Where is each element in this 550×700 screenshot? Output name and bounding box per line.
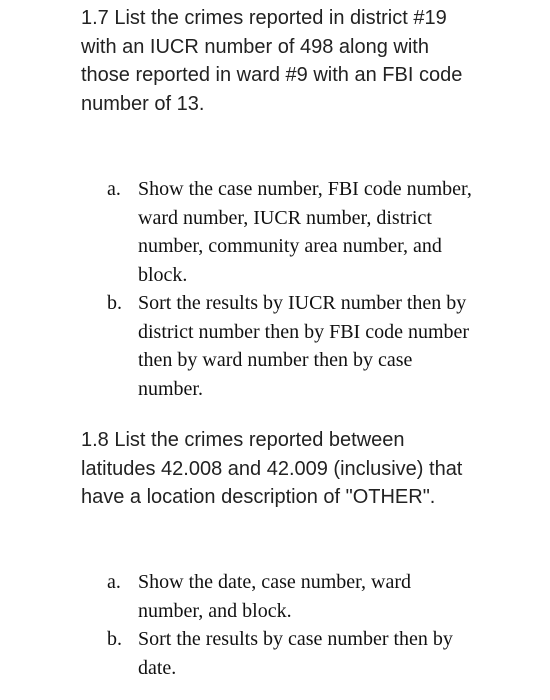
list-item-text: Show the date, case number, ward number, and block. [138,571,411,622]
list-item-text: Sort the results by case number then by date. [138,628,453,679]
list-item [107,289,477,403]
list-marker: b. [107,292,122,314]
list-item-text: Show the case number, FBI code number, ward number, IUCR number, district number, community area number, and block. [138,178,472,286]
list-marker: a. [107,571,121,593]
question-1-7: 1.7 List the crimes reported in district #19 with an IUCR number of 498 along with those reported in ward #9 with an FBI code number of 13. [81,7,463,115]
instructions-list-1-7 [107,175,477,403]
list-item-text: Sort the results by IUCR number then by district number then by FBI code number then by ward number then by case number. [138,292,470,400]
question-1-8: 1.8 List the crimes reported between latitudes 42.008 and 42.009 (inclusive) that have a location description of "OTHER". [81,429,463,508]
instructions-list-1-8 [107,568,477,682]
list-item [107,568,477,625]
list-item [107,625,477,682]
list-marker: a. [107,178,121,200]
list-item [107,175,477,289]
list-marker: b. [107,628,122,650]
